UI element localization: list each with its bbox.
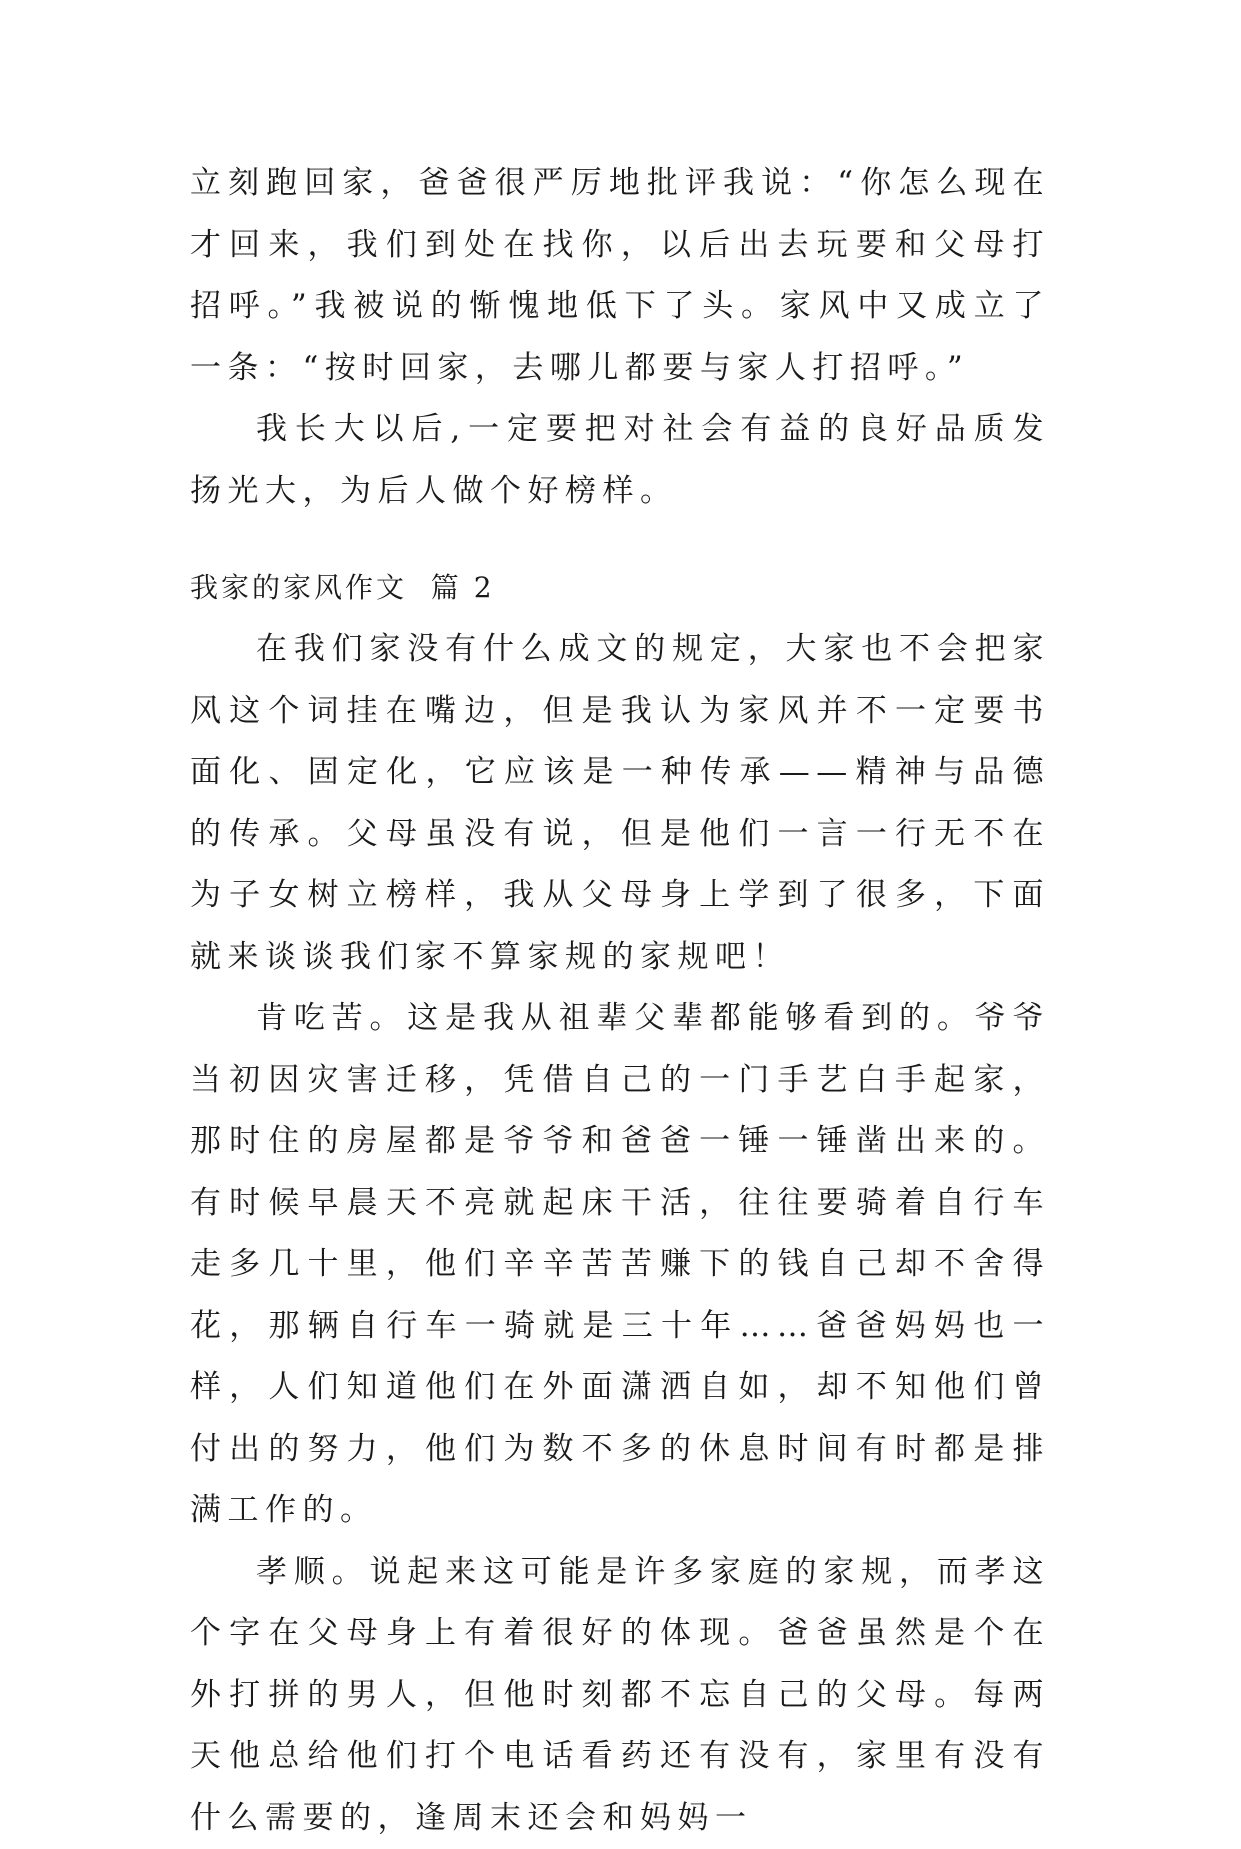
paragraph: 肯吃苦。这是我从祖辈父辈都能够看到的。爷爷当初因灾害迁移，凭借自己的一门手艺白手起家，那时住的房屋都是爷爷和爸爸一锤一锤凿出来的。有时候早晨天不亮就起床干活，往往要骑着自行车走多几十里，他们辛辛苦苦赚下的钱自己却不舍得花，那辆自行车一骑就是三十年……爸爸妈妈也一样，人们知道他们在外面潇洒自如，却不知他们曾付出的努力，他们为数不多的休息时间有时都是排满工作的。 xyxy=(190,988,1050,1542)
paragraph: 在我们家没有什么成文的规定，大家也不会把家风这个词挂在嘴边，但是我认为家风并不一定要书面化、固定化，它应该是一种传承——精神与品德的传承。父母虽没有说，但是他们一言一行无不在为子女树立榜样，我从父母身上学到了很多，下面就来谈谈我们家不算家规的家规吧！ xyxy=(190,619,1050,988)
paragraph: 孝顺。说起来这可能是许多家庭的家规，而孝这个字在父母身上有着很好的体现。爸爸虽然是个在外打拼的男人，但他时刻都不忘自己的父母。每两天他总给他们打个电话看药还有没有，家里有没有什么需要的，逢周末还会和妈妈一 xyxy=(190,1542,1050,1849)
section-heading: 我家的家风作文 篇 2 xyxy=(190,566,495,610)
section-2-body xyxy=(190,619,1050,1849)
section-1-body xyxy=(190,153,1050,522)
paragraph: 我长大以后,一定要把对社会有益的良好品质发扬光大，为后人做个好榜样。 xyxy=(190,399,1050,522)
paragraph: 立刻跑回家，爸爸很严厉地批评我说：“你怎么现在才回来，我们到处在找你，以后出去玩要和父母打招呼。”我被说的惭愧地低下了头。家风中又成立了一条：“按时回家，去哪儿都要与家人打招呼。” xyxy=(190,153,1050,399)
